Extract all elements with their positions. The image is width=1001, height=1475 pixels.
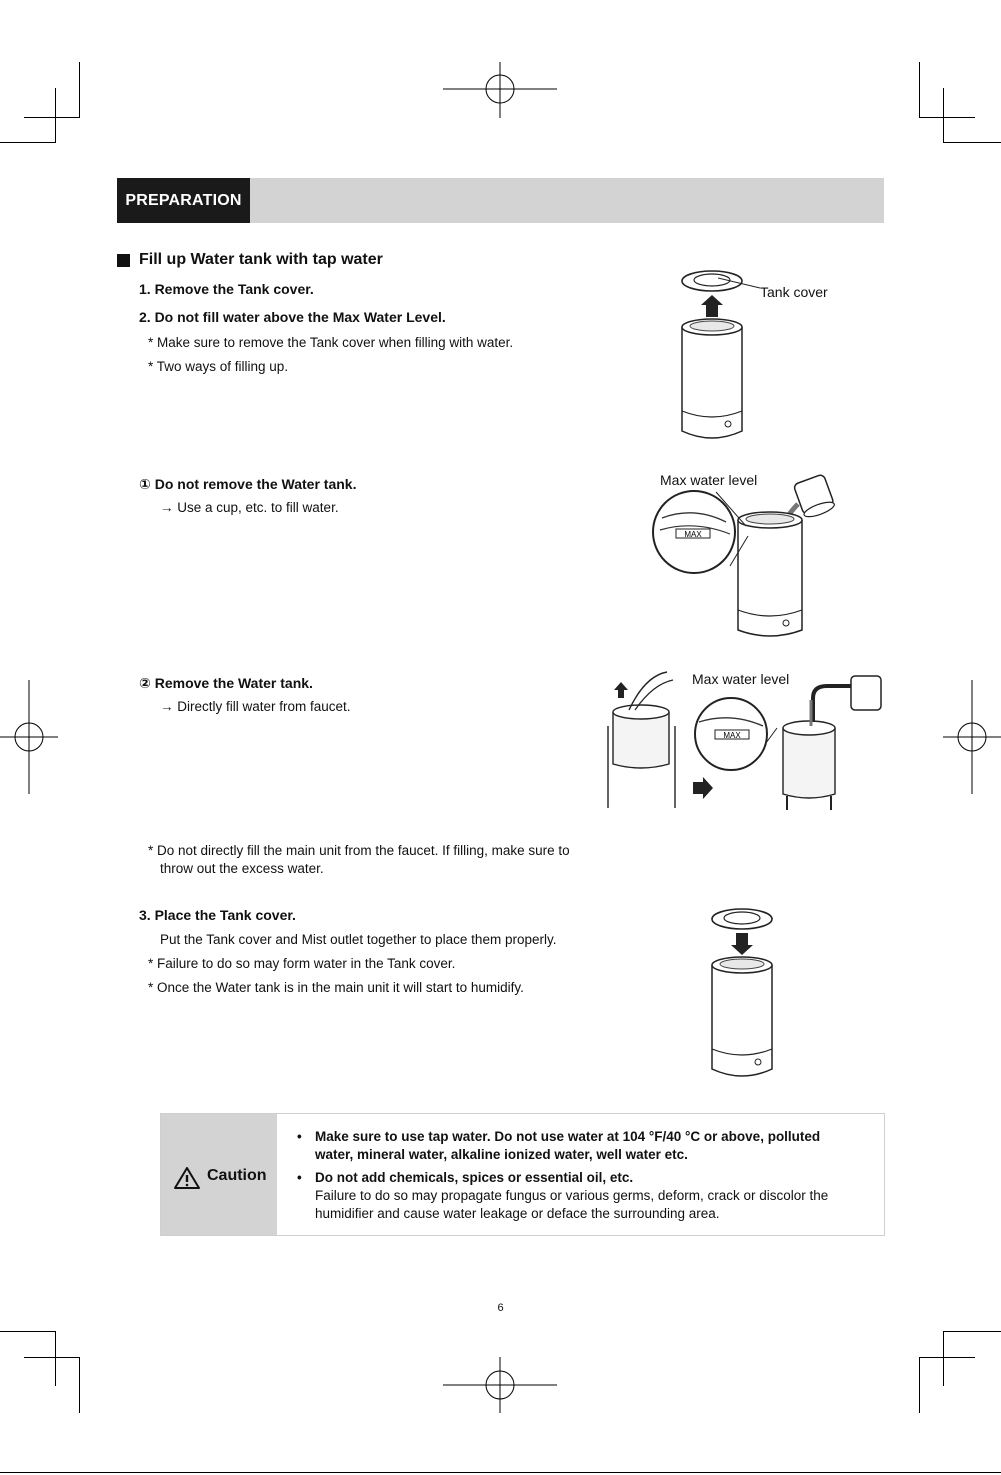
- caution-bullet-1-line-2: water, mineral water, alkaline ionized water, well water etc.: [315, 1147, 688, 1162]
- faucet-filling-illustration: [605, 668, 887, 816]
- option-1-title: ① Do not remove the Water tank.: [139, 476, 357, 492]
- registration-mark-bottom: [443, 1357, 557, 1413]
- max-mark-1: MAX: [684, 530, 702, 539]
- option-1-note: → Use a cup, etc. to fill water.: [160, 500, 339, 515]
- section-title: Fill up Water tank with tap water: [139, 251, 383, 268]
- caution-label-panel: [161, 1114, 277, 1235]
- caution-bullet-1-marker: •: [297, 1129, 302, 1144]
- step-1: 1. Remove the Tank cover.: [139, 281, 314, 297]
- tank-cover-leader-line: [718, 276, 762, 290]
- max-mark-2: MAX: [723, 731, 741, 740]
- registration-mark-top: [443, 62, 557, 118]
- faucet-note-line-2: throw out the excess water.: [160, 861, 324, 876]
- step-2-note-1: * Make sure to remove the Tank cover when filling with water.: [148, 335, 514, 350]
- section-header-label: PREPARATION: [117, 178, 250, 223]
- registration-mark-left: [0, 680, 58, 794]
- caution-bullet-2-title: Do not add chemicals, spices or essential oil, etc.: [315, 1170, 634, 1185]
- tank-cover-label: Tank cover: [760, 284, 828, 300]
- bottom-rule: [0, 1472, 1001, 1473]
- registration-mark-right: [943, 680, 1001, 794]
- caution-title: Caution: [207, 1167, 267, 1184]
- option-2-note: → Directly fill water from faucet.: [160, 699, 351, 714]
- step-2: 2. Do not fill water above the Max Water Level.: [139, 309, 446, 325]
- max-water-level-label-1: Max water level: [660, 472, 758, 488]
- warning-triangle-icon: [173, 1166, 201, 1190]
- step-2-note-2: * Two ways of filling up.: [148, 359, 289, 374]
- option-2-title: ② Remove the Water tank.: [139, 675, 313, 691]
- caution-box: [160, 1113, 885, 1236]
- faucet-note-line-1: * Do not directly fill the main unit from the faucet. If filling, make sure to: [148, 843, 570, 858]
- page-number: 6: [497, 1302, 504, 1314]
- max-water-level-label-2: Max water level: [692, 671, 790, 687]
- cup-filling-illustration: [650, 470, 845, 645]
- humidifier-cover-placement-illustration: [700, 905, 790, 1085]
- step-3: 3. Place the Tank cover.: [139, 907, 296, 923]
- step-3-note-1: * Failure to do so may form water in the Tank cover.: [148, 956, 456, 971]
- section-bullet-square: [117, 254, 130, 267]
- caution-bullet-1-line-1: Make sure to use tap water. Do not use water at 104 °F/40 °C or above, polluted: [315, 1129, 821, 1144]
- step-3-text: Put the Tank cover and Mist outlet together to place them properly.: [160, 932, 557, 947]
- section-header-bar: [117, 178, 884, 223]
- caution-bullet-2-line-2: humidifier and cause water leakage or deface the surrounding area.: [315, 1206, 720, 1221]
- caution-bullet-2-line-1: Failure to do so may propagate fungus or various germs, deform, crack or discolor the: [315, 1188, 829, 1203]
- caution-bullet-2-marker: •: [297, 1170, 302, 1185]
- step-3-note-2: * Once the Water tank is in the main unit it will start to humidify.: [148, 980, 524, 995]
